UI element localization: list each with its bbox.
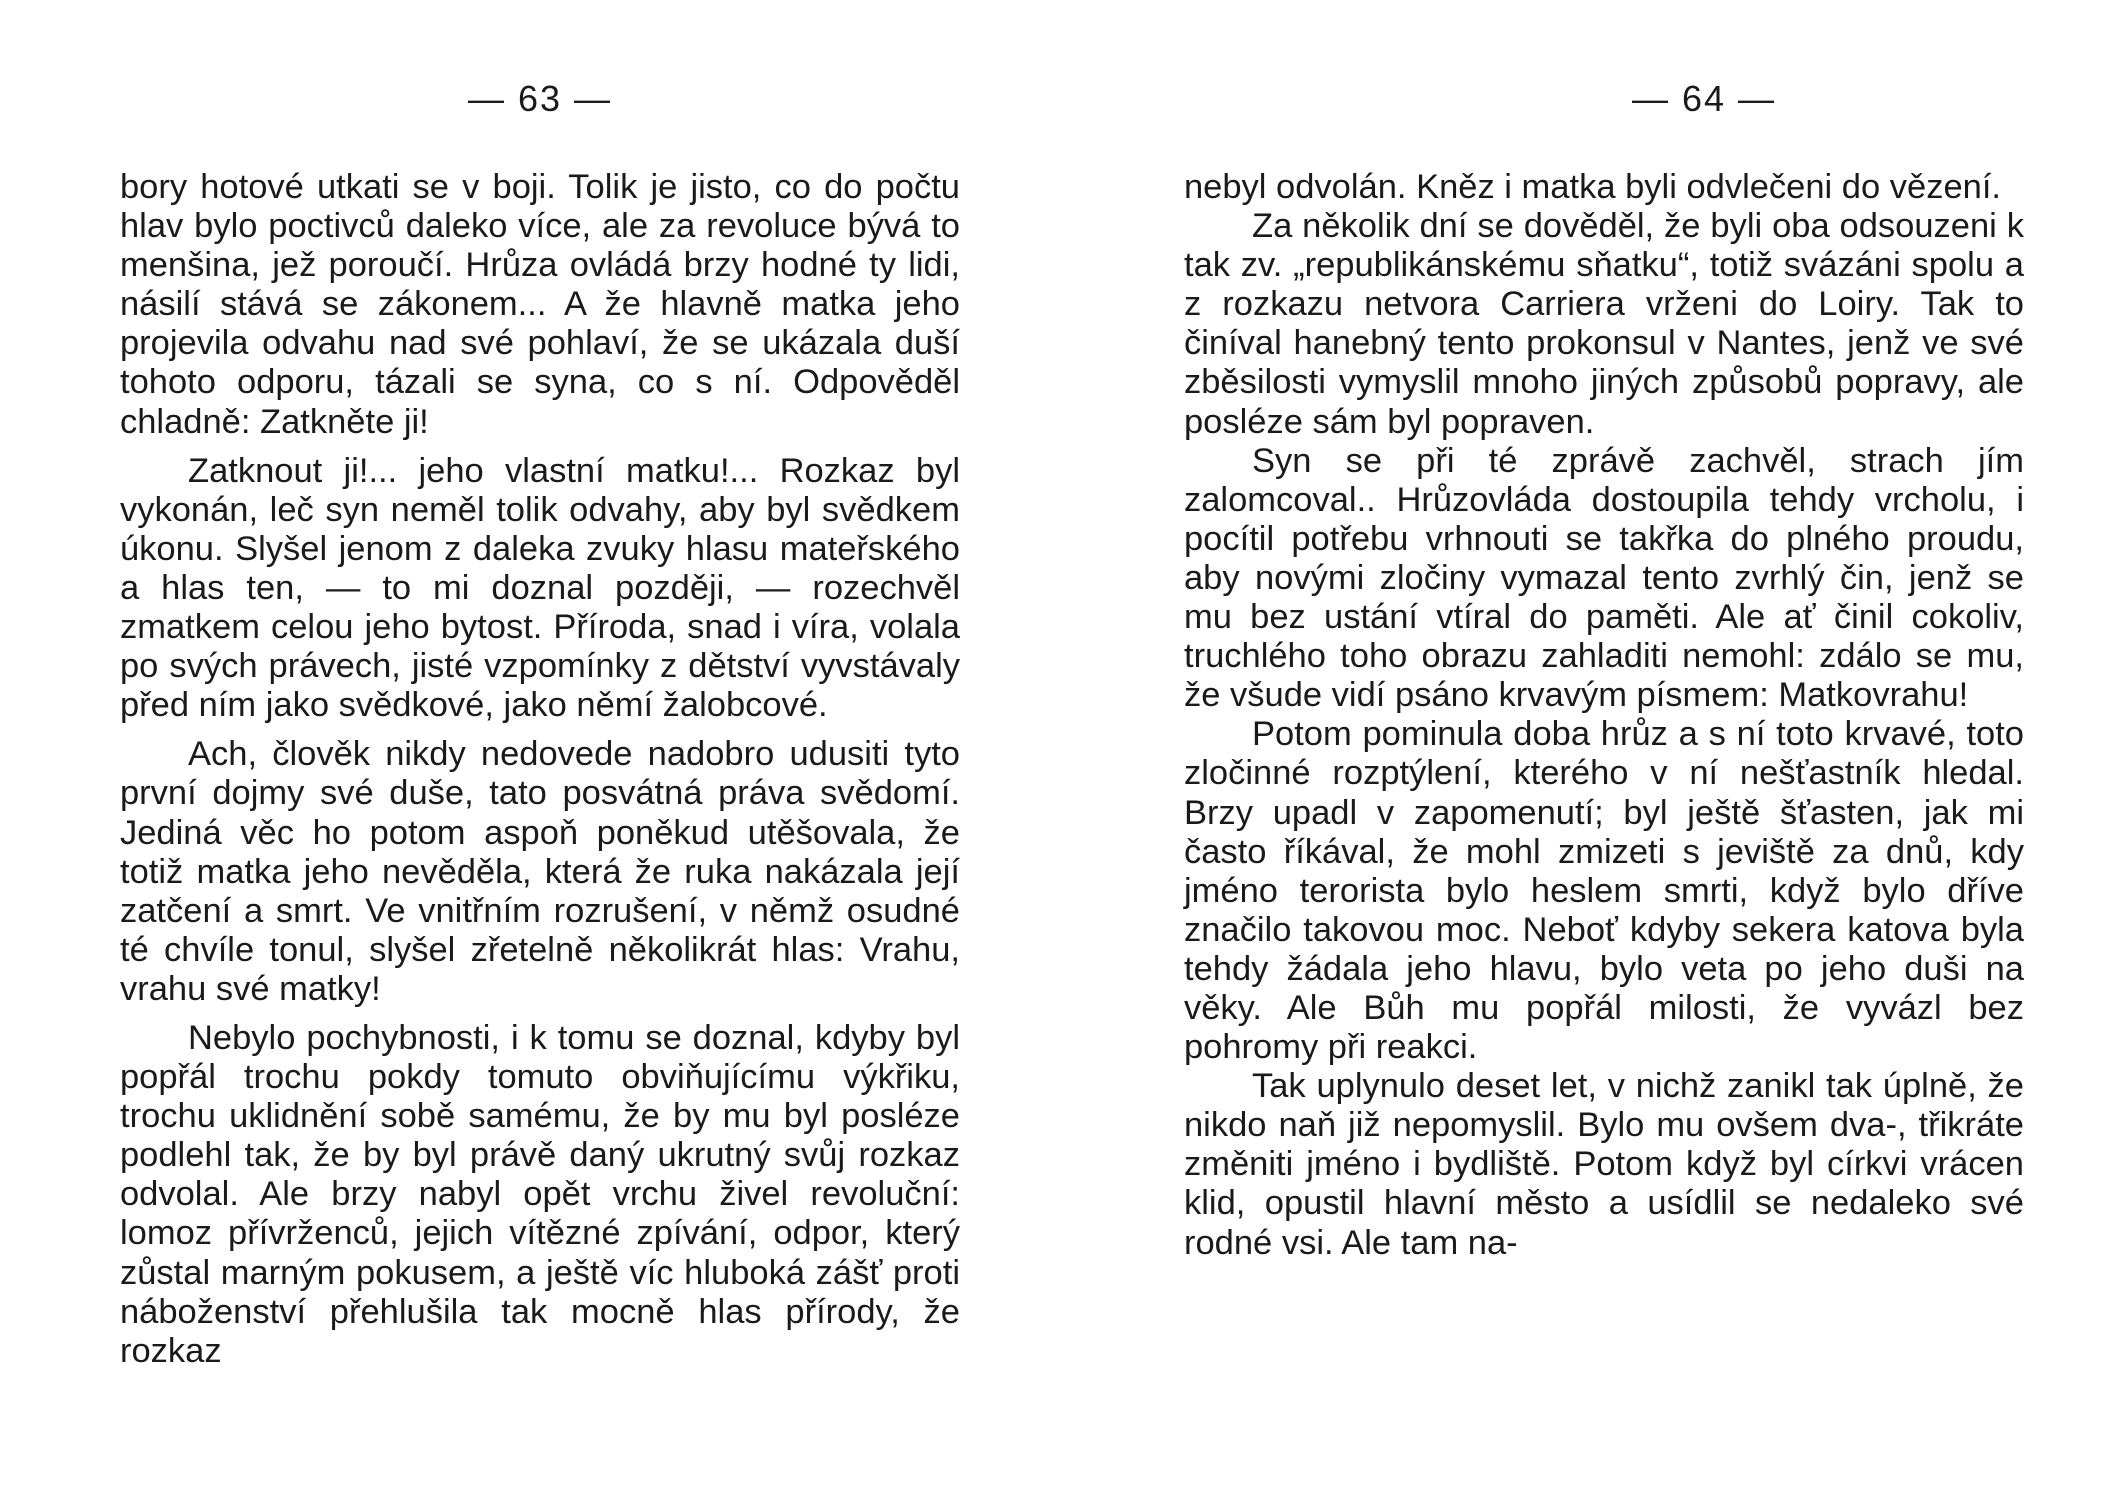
paragraph: Ach, člověk nikdy nedovede nadobro udusiti tyto první dojmy své duše, tato posvátná práva svědomí. Jediná věc ho potom aspoň poněkud utěšovala, že totiž matka jeho nevěděla, která že ruka nakázala její zatčení a smrt. Ve vnitřním rozrušení, v němž osudné té chvíle tonul, slyšel zřetelně několikrát hlas: Vrahu, vrahu své matky! — [120, 735, 960, 1008]
paragraph: Nebylo pochybnosti, i k tomu se doznal, kdyby byl popřál trochu pokdy tomuto obviňujícímu výkřiku, trochu uklidnění sobě samému, že by mu byl posléze podlehl tak, že by byl právě daný ukrutný svůj rozkaz odvolal. Ale brzy nabyl opět vrchu živel revoluční: lomoz přívrženců, jejich vítězné zpívání, odpor, který zůstal marným pokusem, a ještě víc hluboká zášť proti náboženství přehlušila tak mocně hlas přírody, že rozkaz — [120, 1018, 960, 1370]
page-number-left: — 63 — — [467, 78, 613, 119]
page-number-right: — 64 — — [1631, 78, 1777, 119]
paragraph: nebyl odvolán. Kněz i matka byli odvlečeni do vězení. — [1184, 168, 2001, 206]
right-page — [1054, 0, 2108, 1500]
paragraph: Potom pominula doba hrůz a s ní toto krvavé, toto zločinné rozptýlení, kterého v ní nešťastník hledal. Brzy upadl v zapomenutí; byl ještě šťasten, jak mi často říkával, že mohl zmizeti s jeviště za dnů, kdy jméno terorista bylo heslem smrti, když bylo dříve značilo takovou moc. Neboť kdyby sekera katova byla tehdy žádala jeho hlavu, bylo veta po jeho duši na věky. Ale Bůh mu popřál milosti, že vyvázl bez pohromy při reakci. — [1184, 715, 2024, 1067]
right-page-text — [1184, 168, 2024, 1263]
paragraph: Syn se při té zprávě zachvěl, strach jím zalomcoval.. Hrůzovláda dostoupila tehdy vrcholu, i pocítil potřebu vrhnouti se takřka do plného proudu, aby novými zločiny vymazal tento zvrhlý čin, jenž se mu bez ustání vtíral do paměti. Ale ať činil cokoliv, truchlého toho obrazu zahladiti nemohl: zdálo se mu, že všude vidí psáno krvavým písmem: Matkovrahu! — [1184, 441, 2024, 715]
paragraph: Tak uplynulo deset let, v nichž zanikl tak úplně, že nikdo naň již nepomyslil. Bylo mu ovšem dva-, třikráte změniti jméno i bydliště. Potom když byl církvi vrácen klid, opustil hlavní město a usídlil se nedaleko své rodné vsi. Ale tam na- — [1184, 1067, 2024, 1262]
left-page-text — [120, 168, 960, 1371]
paragraph: bory hotové utkati se v boji. Tolik je jisto, co do počtu hlav bylo poctivců daleko více, ale za revoluce bývá to menšina, jež poroučí. Hrůza ovládá brzy hodné ty lidi, násilí stává se zákonem... A že hlavně matka jeho projevila odvahu nad své pohlaví, že se ukázala duší tohoto odporu, tázali se syna, co s ní. Odpověděl chladně: Zatkněte ji! — [120, 168, 960, 441]
paragraph: Zatknout ji!... jeho vlastní matku!... Rozkaz byl vykonán, leč syn neměl tolik odvahy, aby byl svědkem úkonu. Slyšel jenom z daleka zvuky hlasu mateřského a hlas ten, — to mi doznal později, — rozechvěl zmatkem celou jeho bytost. Příroda, snad i víra, volala po svých právech, jisté vzpomínky z dětství vyvstávaly před ním jako svědkové, jako němí žalobcové. — [120, 451, 960, 725]
paragraph: Za několik dní se dověděl, že byli oba odsouzeni k tak zv. „republikánskému sňatku“, totiž svázáni spolu a z rozkazu netvora Carriera vrženi do Loiry. Tak to činíval hanebný tento prokonsul v Nantes, jenž ve své zběsilosti vymyslil mnoho jiných způsobů popravy, ale posléze sám byl popraven. — [1184, 207, 2024, 441]
